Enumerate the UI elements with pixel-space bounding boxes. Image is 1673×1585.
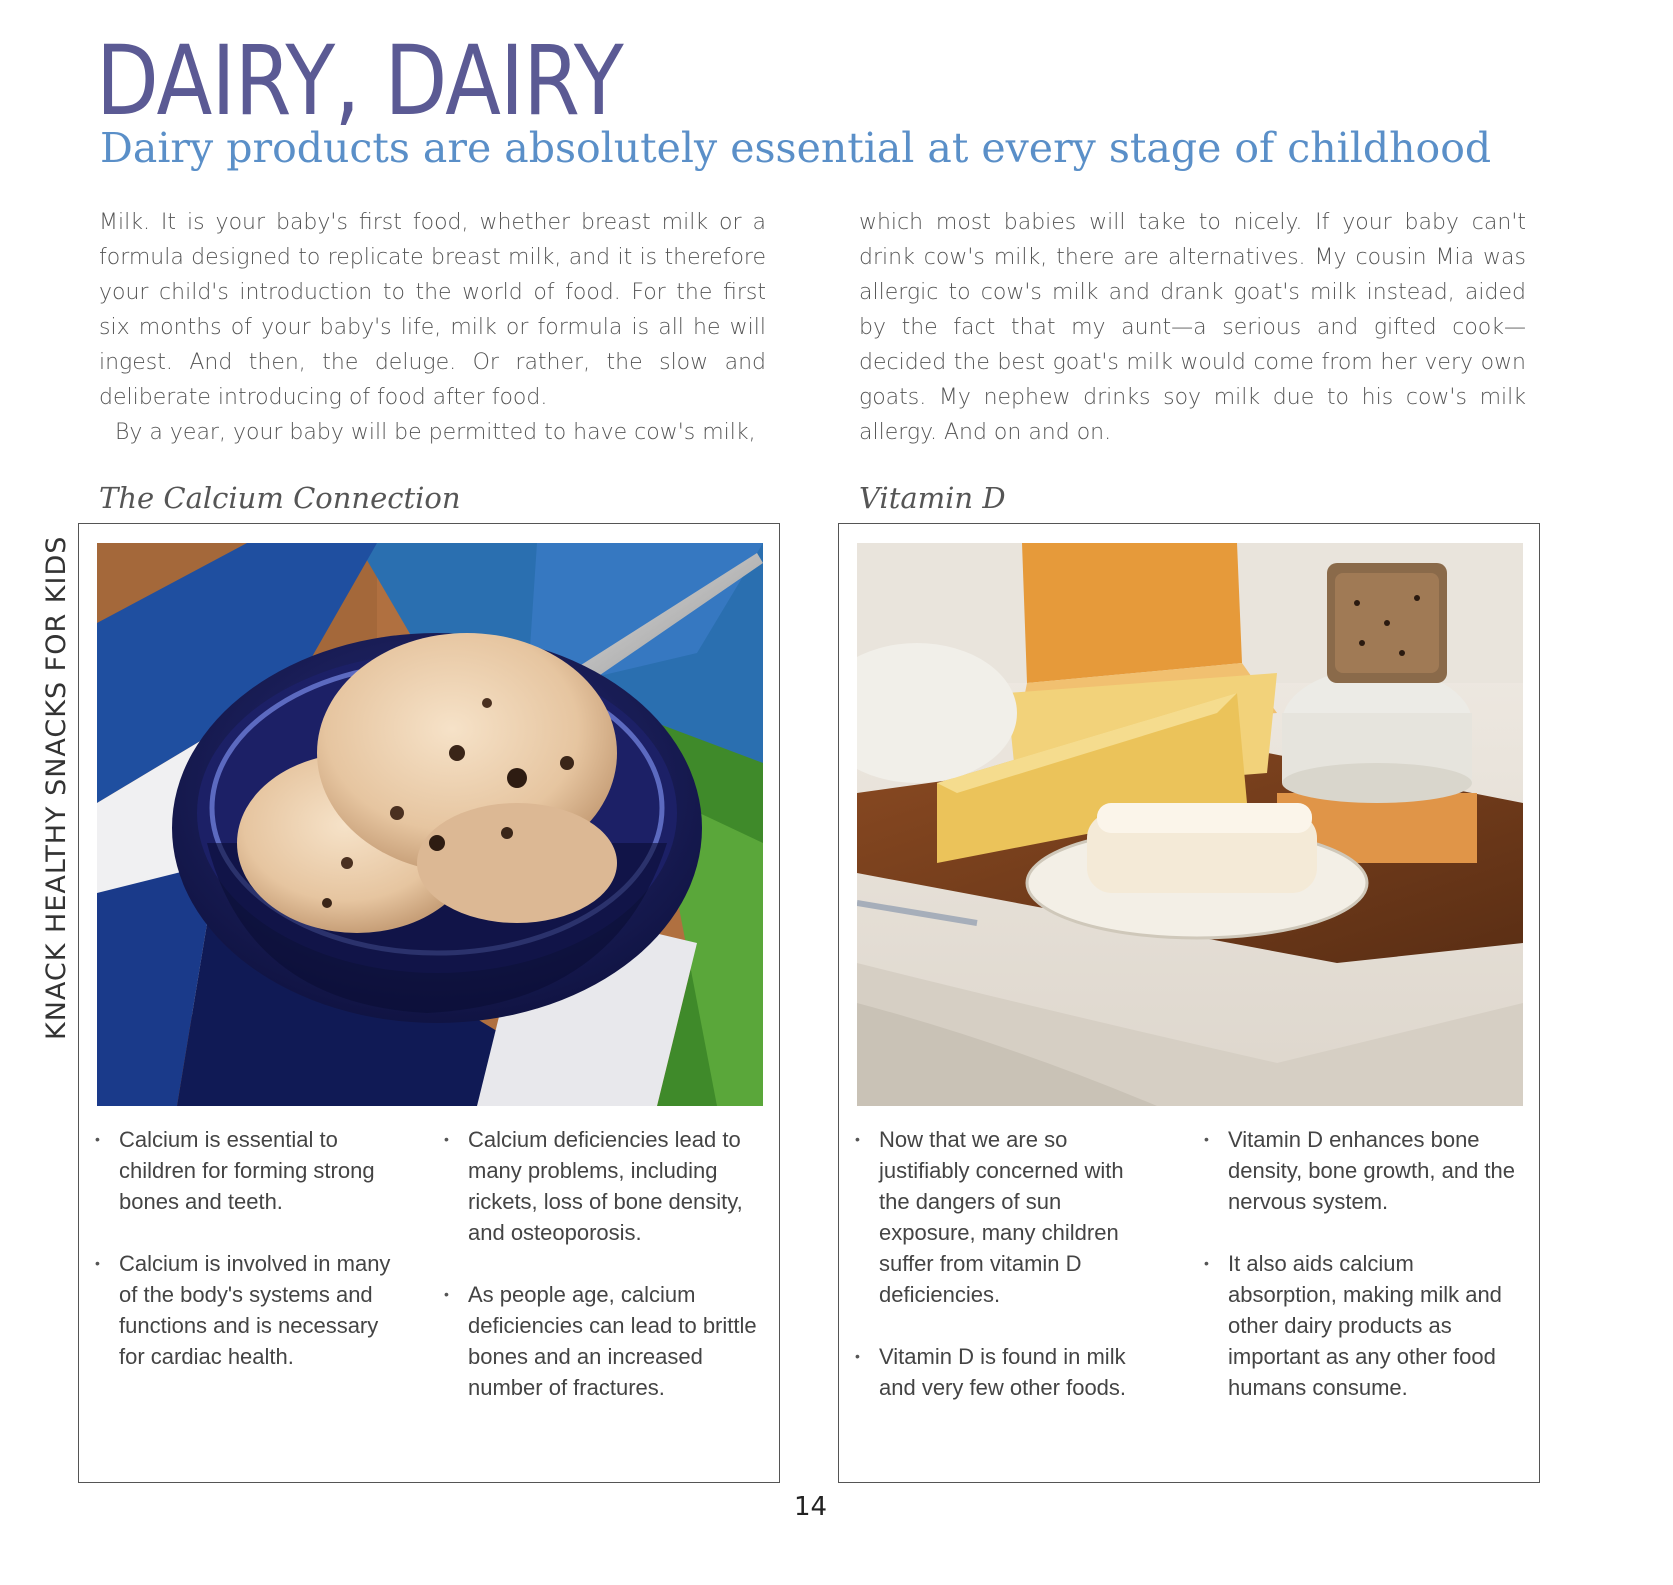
intro-paragraph: which most babies will take to nicely. If your baby can't drink cow's milk, there are alternatives. My cousin Mia was allergic to cow's milk and drank goat's milk instead, aided by the fact that my aunt—a serious and gifted cook—decided the best goat's milk would come from her very own goats. My nephew drinks soy milk due to his cow's milk allergy. And on and on. [859, 210, 1526, 445]
page-subtitle: Dairy products are absolutely essential at every stage of childhood [100, 124, 1492, 172]
bullet-item: • Vitamin D is found in milk and very few other foods. [855, 1341, 1155, 1403]
intro-paragraph: Milk. It is your baby's first food, whether breast milk or a formula designed to replicate breast milk, and it is therefore your child's introduction to the world of food. For the first six months of your baby's life, milk or formula is all he will ingest. And then, the deluge. Or rather, the slow and deliberate introducing of food after food. [99, 210, 766, 410]
intro-left-column [99, 205, 766, 450]
cheese-illustration [857, 543, 1523, 1106]
ice-cream-photo [97, 543, 763, 1106]
bullet-item: • Vitamin D enhances bone density, bone growth, and the nervous system. [1204, 1124, 1522, 1217]
calcium-bullets-col2 [444, 1124, 762, 1434]
section-heading-vitamin-d: Vitamin D [859, 481, 1006, 515]
calcium-panel [78, 523, 780, 1483]
vitamin-d-bullets-col1 [855, 1124, 1155, 1434]
cheese-photo [857, 543, 1523, 1106]
book-series-label: KNACK HEALTHY SNACKS FOR KIDS [41, 535, 72, 1040]
page-number: 14 [794, 1492, 828, 1522]
intro-paragraph: By a year, your baby will be permitted to have cow's milk, [115, 420, 756, 445]
ice-cream-illustration [97, 543, 763, 1106]
bullet-item: • It also aids calcium absorption, making milk and other dairy products as important as any other food humans consume. [1204, 1248, 1522, 1403]
intro-right-column [859, 205, 1526, 450]
section-heading-calcium: The Calcium Connection [99, 481, 461, 515]
bullet-item: • Calcium is essential to children for forming strong bones and teeth. [95, 1124, 395, 1217]
bullet-item: • Now that we are so justifiably concerned with the dangers of sun exposure, many children suffer from vitamin D deficiencies. [855, 1124, 1155, 1310]
bullet-item: • Calcium deficiencies lead to many problems, including rickets, loss of bone density, and osteoporosis. [444, 1124, 762, 1248]
vitamin-d-bullets-col2 [1204, 1124, 1522, 1434]
calcium-bullets-col1 [95, 1124, 395, 1403]
bullet-item: • As people age, calcium deficiencies can lead to brittle bones and an increased number of fractures. [444, 1279, 762, 1403]
page-title: DAIRY, DAIRY [96, 25, 623, 137]
vitamin-d-panel [838, 523, 1540, 1483]
bullet-item: • Calcium is involved in many of the body's systems and functions and is necessary for cardiac health. [95, 1248, 395, 1372]
